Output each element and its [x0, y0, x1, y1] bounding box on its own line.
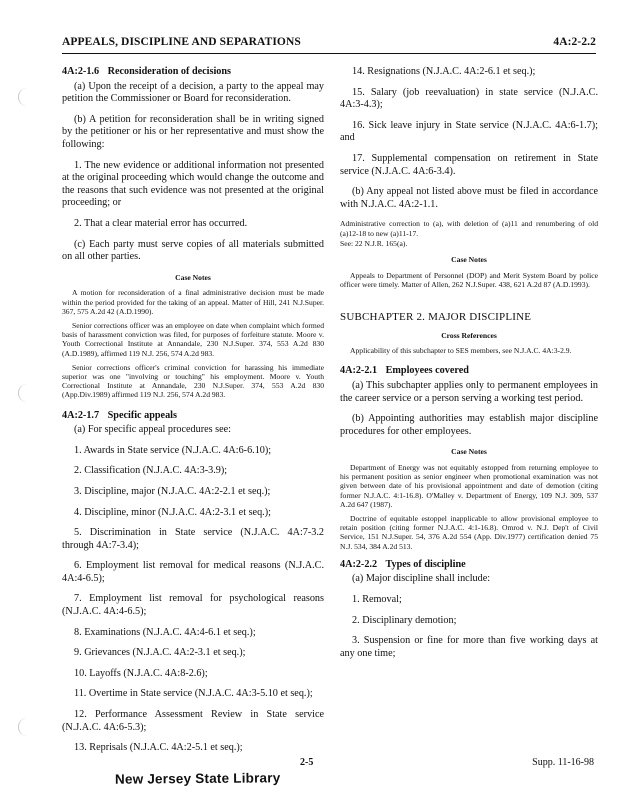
list-item: 3. Discipline, major (N.J.A.C. 4A:2-2.1 et seq.); [74, 485, 271, 497]
left-column [62, 66, 324, 763]
paragraph: (b) Appointing authorities may establish major discipline procedures for other employees. [340, 413, 598, 437]
page-number: 2-5 [300, 757, 314, 768]
list-item: 15. Salary (job reevaluation) in state service (N.J.A.C. 4A:3-4.3); [340, 86, 598, 111]
section-title: Employees covered [385, 365, 469, 377]
case-note: A motion for reconsideration of a final administrative decision must be made within the period provided for the taking of an appeal. Matter of Hill, 241 N.J.Super. 367, 575 A.2d 42 (A.D.1990). [62, 288, 324, 316]
list-item: 11. Overtime in State service (N.J.A.C. 4A:3-5.10 et seq.); [74, 688, 313, 700]
margin-scan-mark [18, 718, 35, 736]
list-item: 4. Discipline, minor (N.J.A.C. 4A:2-3.1 et seq.); [74, 506, 271, 518]
list-item: 7. Employment list removal for psychological reasons (N.J.A.C. 4A:4-6.5); [62, 593, 324, 618]
section-heading [62, 66, 324, 79]
subchapter-heading: SUBCHAPTER 2. MAJOR DISCIPLINE [340, 310, 532, 323]
paragraph: (a) Major discipline shall include: [352, 573, 491, 585]
list-item: 1. Removal; [352, 593, 402, 605]
list-item: 16. Sick leave injury in State service (N.J.A.C. 4A:6-1.7); and [340, 119, 598, 144]
case-note: Department of Energy was not equitably estopped from returning employee to his permanent position as senior engineer when promotional examination was not given between date of his provisional appointment and date of demotion (citing former N.J.A.C. 4:1-16.8). O'Malley v. Department of Energy, 109 N.J. 309, 537 A.2d 647 (1987). [340, 462, 598, 509]
paragraph: (a) For specific appeal procedures see: [74, 424, 231, 436]
paragraph: (b) Any appeal not listed above must be filed in accordance with N.J.A.C. 4A:2-1.1. [340, 186, 598, 210]
case-notes-heading: Case Notes [451, 254, 487, 264]
header-section-number: 4A:2-2.2 [553, 36, 596, 48]
margin-scan-mark [18, 384, 35, 402]
list-item: 2. Classification (N.J.A.C. 4A:3-3.9); [74, 465, 228, 477]
list-item: 9. Grievances (N.J.A.C. 4A:2-3.1 et seq.); [74, 647, 246, 659]
section-heading [340, 559, 598, 572]
list-item: 5. Discrimination in State service (N.J.A.C. 4A:7-3.2 through 4A:7-3.4); [62, 527, 324, 551]
administrative-note-citation: See: 22 N.J.R. 165(a). [340, 238, 408, 248]
list-item: 14. Resignations (N.J.A.C. 4A:2-6.1 et seq.); [352, 66, 536, 77]
case-note: Senior corrections officer's criminal conviction for harassing his immediate superior was one "involving or touching" his employment. Moore v. Youth Correctional Institute at Annandale, 230 N.J.Super. 374, 553 A.2d 830 (App.Div.1989) affirmed 119 N.J. 256, 574 A.2d 983. [62, 362, 324, 400]
section-title: Types of discipline [385, 558, 466, 570]
case-notes-heading: Case Notes [451, 447, 487, 457]
administrative-note: Administrative correction to (a), with deletion of (a)11 and renumbering of old (a)12-18 to new (a)11-17. [340, 219, 598, 238]
list-item: 1. The new evidence or additional information not presented at the original proceeding which would change the outcome and the reasons that such evidence was not presented at the original proceeding; or [62, 159, 324, 209]
section-id: 4A:2-2.2 [340, 558, 378, 570]
library-stamp: New Jersey State Library [114, 770, 281, 787]
section-id: 4A:2-2.1 [340, 365, 378, 377]
header-rule [62, 53, 596, 54]
supplement-date: Supp. 11-16-98 [532, 757, 594, 768]
case-note: Appeals to Department of Personnel (DOP) and Merit System Board by police officer were timely. Matter of Allen, 262 N.J.Super. 438, 621 A.2d 87 (A.D.1993). [340, 270, 598, 289]
list-item: 10. Layoffs (N.J.A.C. 4A:8-2.6); [74, 667, 208, 679]
list-item: 1. Awards in State service (N.J.A.C. 4A:6-6.10); [74, 444, 272, 456]
list-item: 2. Disciplinary demotion; [352, 614, 457, 626]
list-item: 8. Examinations (N.J.A.C. 4A:4-6.1 et seq.); [74, 626, 256, 638]
paragraph: (a) This subchapter applies only to permanent employees in the career service or a person serving a working test period. [340, 379, 598, 404]
section-heading [340, 365, 598, 378]
section-title: Reconsideration of decisions [107, 66, 232, 77]
list-item: 3. Suspension or fine for more than five working days at any one time; [340, 635, 598, 659]
section-id: 4A:2-1.7 [62, 409, 100, 421]
running-header [62, 36, 596, 48]
list-item: 2. That a clear material error has occurred. [74, 217, 248, 229]
case-note: Doctrine of equitable estoppel inapplicable to allow provisional employee to retain position (citing former N.J.A.C. 4:1-16.8). Omrod v. N.J. Dep't of Civil Service, 151 N.J.Super. 54, 376 A.2d 554 (App. Div.1977) certification denied 75 N.J. 534, 384 A.2d 513. [340, 513, 598, 551]
section-title: Specific appeals [107, 409, 177, 421]
header-chapter-title: APPEALS, DISCIPLINE AND SEPARATIONS [62, 36, 301, 48]
paragraph: (a) Upon the receipt of a decision, a party to the appeal may petition the Commissioner or Board for reconsideration. [62, 80, 324, 105]
case-notes-heading: Case Notes [175, 272, 211, 282]
cross-reference: Applicability of this subchapter to SES members, see N.J.A.C. 4A:3-2.9. [350, 346, 572, 356]
section-id: 4A:2-1.6 [62, 66, 100, 77]
list-item: 13. Reprisals (N.J.A.C. 4A:2-5.1 et seq.); [74, 742, 243, 754]
paragraph: (b) A petition for reconsideration shall be in writing signed by the petitioner or his or her representative and must show the following: [62, 113, 324, 150]
list-item: 12. Performance Assessment Review in State service (N.J.A.C. 4A:6-5.3); [62, 709, 324, 733]
margin-scan-mark [18, 88, 35, 106]
list-item: 17. Supplemental compensation on retirement in State service (N.J.A.C. 4A:6-3.4). [340, 152, 598, 177]
section-heading [62, 410, 324, 423]
paragraph: (c) Each party must serve copies of all materials submitted on all other parties. [62, 238, 324, 263]
list-item: 6. Employment list removal for medical reasons (N.J.A.C. 4A:4-6.5); [62, 560, 324, 584]
cross-references-heading: Cross References [441, 330, 497, 340]
case-note: Senior corrections officer was an employee on date when complaint which formed basis of harassment conviction was filed, for purposes of forfeiture statute. Moore v. Youth Correctional Institute at Annandale, 230 N.J.Super. 374, 553 A.2d 830 (A.D.1989), affirmed 119 N.J. 256, 574 A.2d 983. [62, 320, 324, 358]
right-column [340, 66, 598, 668]
